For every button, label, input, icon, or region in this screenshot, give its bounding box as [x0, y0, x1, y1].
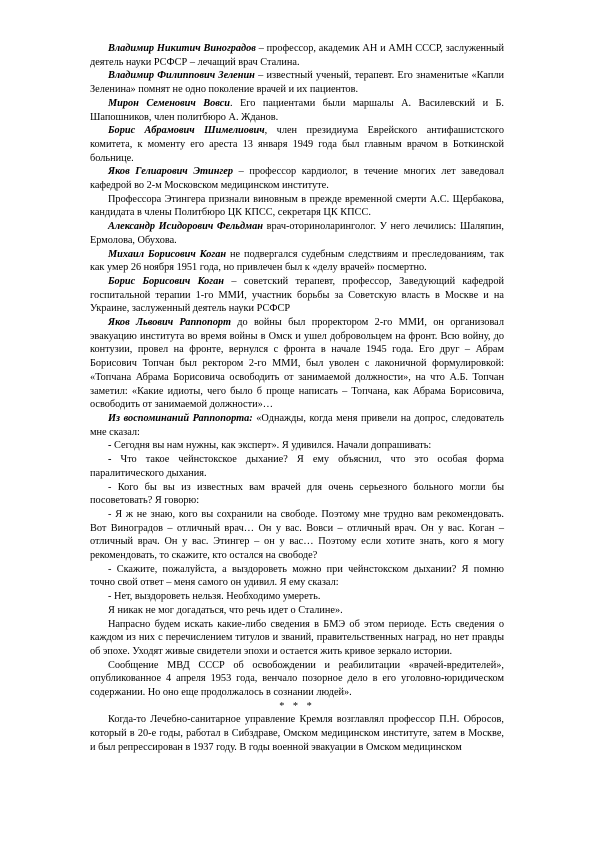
dialogue-line	[90, 481, 504, 508]
paragraph-text: - Я ж не знаю, кого вы сохранили на свободе. Поэтому мне трудно вам рекомендовать. Вот Виноградов – отличный врач… Он у вас. Вовси – отличный врач. Он у вас. Коган – отличный врач. Он у вас. Этингер – он у вас… Поэтому если хотите знать, кого я могу рекомендовать, то скажите, кто остался на свободе?	[90, 508, 504, 562]
paragraph-text: Я никак не мог догадаться, что речь идет о Сталине».	[108, 604, 343, 616]
paragraph-etinger	[90, 165, 504, 192]
person-name: Мирон Семенович Вовси	[108, 97, 230, 109]
document-page	[90, 42, 504, 755]
person-name: Борис Абрамович Шимелиович	[108, 125, 265, 137]
dialogue-line	[90, 604, 504, 618]
person-name: Александр Исидорович Фельдман	[108, 221, 263, 233]
paragraph-text: Напрасно будем искать какие-либо сведения в БМЭ об этом периоде. Есть сведения о каждом из них с перечислением титулов и званий, правительственных наград, но нет правды об эпохе. Уходят живые свидетели эпохи и остается жить кривое зеркало истории.	[90, 618, 504, 657]
paragraph-text: не подвергался судебным следствиям и преследованиям, так как умер 26 ноября 1951 года, но привлечен был к «делу врачей» посмертно.	[90, 248, 504, 274]
dialogue-line	[90, 563, 504, 590]
dialogue-dash: -	[108, 454, 112, 466]
person-name: Яков Львович Раппопорт	[108, 317, 231, 329]
paragraph-mvd-report	[90, 659, 504, 700]
memoir-heading: Из воспоминаний Раппопорта:	[108, 412, 253, 424]
paragraph-shimeliovich	[90, 124, 504, 165]
dialogue-line	[90, 590, 504, 604]
paragraph-text: – профессор кардиолог, в течение многих лет заведовал кафедрой во 2-м Московском медицинском институте.	[90, 166, 504, 192]
paragraph-text: Что такое чейнстокское дыхание? Я ему объяснил, что это особая форма паралитического дыхания.	[90, 454, 504, 479]
paragraph-text: Сообщение МВД СССР об освобождении и реабилитации «врачей-вредителей», опубликованное 4 апреля 1953 года, венчало позорное дело в его уголовно-юридическом содержании. Но оно еще продолжалось в сознании людей».	[90, 659, 504, 699]
paragraph-text: – советский терапевт, профессор, Заведующий кафедрой госпитальной терапии 1-го ММИ, участник борьбы за Советскую власть в Москве и на Украине, заслуженный деятель науки РСФСР	[90, 275, 504, 315]
paragraph-text: Профессора Этингера признали виновным в прежде временной смерти А.С. Щербакова, кандидата в члены Политбюро ЦК КПСС, секретаря ЦК КПСС.	[90, 193, 504, 219]
paragraph-obrosov	[90, 713, 504, 754]
dialogue-dash: -	[108, 440, 112, 452]
paragraph-text: – профессор, академик АН и АМН СССР, заслуженный деятель науки РСФСР – лечащий врач Сталина.	[90, 43, 504, 68]
paragraph-text: Когда-то Лечебно-санитарное управление Кремля возглавлял профессор П.Н. Обросов, который в 20-е годы, работал в Сибздраве, Омском медицинском институте, затем в Москве, и был репрессирован в 1937 году. В годы военной эвакуации в Омском медицинском	[90, 714, 504, 753]
paragraph-text: , член президиума Еврейского антифашистского комитета, к моменту его ареста 13 января 1949 года был главным врачом в Боткинской больнице.	[90, 125, 504, 164]
paragraph-m-kogan	[90, 248, 504, 275]
paragraph-vovsi	[90, 97, 504, 124]
paragraph-text: врач-оториноларинголог. У него лечились: Шаляпин, Ермолова, Обухова.	[90, 221, 504, 246]
person-name: Владимир Филиппович Зеленин	[108, 70, 255, 82]
person-name: Владимир Никитич Виноградов	[108, 43, 256, 54]
paragraph-b-kogan	[90, 275, 504, 316]
paragraph-text: - Нет, выздороветь нельзя. Необходимо умереть.	[108, 591, 321, 603]
paragraph-zelenin	[90, 69, 504, 96]
person-name: Михаил Борисович Коган	[108, 248, 227, 260]
paragraph-text: Сегодня вы нам нужны, как эксперт». Я удивился. Начали допрашивать:	[111, 440, 432, 452]
paragraph-text: – известный ученый, терапевт. Его знаменитые «Капли Зеленина» помнят не одно поколение врачей и их пациентов.	[90, 70, 504, 96]
dialogue-line	[90, 453, 504, 480]
paragraph-etinger-verdict	[90, 193, 504, 220]
paragraph-text: до войны был проректором 2-го ММИ, он организовал эвакуацию института во время войны в Омск и ушел добровольцем на фронт. Всю войну, до контузии, провел на фронте, вернулся с фронта в начале 1945 года. Его друг – Абрам Борисович Топчан был ректором 2-го ММИ, был уволен с лаконичной формулировкой: «Топчана Абрама Борисовича освободить от занимаемой должности», на что А.Б. Топчан заметил: «Какие идиоты, чего было б проще написать – Топчана, как Абрама Борисовича, освободить от занимаемой должности»…	[90, 317, 504, 411]
paragraph-text: - Скажите, пожалуйста, а выздороветь можно при чейнстокском дыхании? Я помню точно свой ответ – меня самого он удивил. Я ему сказал:	[90, 563, 504, 589]
paragraph-text: «Однажды, когда меня привели на допрос, следователь мне сказал:	[90, 412, 504, 438]
paragraph-vinogradov	[90, 42, 504, 69]
dialogue-line	[90, 508, 504, 563]
dialogue-line	[90, 439, 504, 453]
paragraph-memoirs	[90, 412, 504, 439]
paragraph-text: . Его пациентами были маршалы А. Василевский и Б. Шапошников, член политбюро А. Жданов.	[90, 97, 504, 123]
paragraph-feldman	[90, 220, 504, 247]
person-name: Борис Борисович Коган	[108, 275, 224, 287]
section-separator: * * *	[279, 700, 315, 712]
paragraph-bme	[90, 618, 504, 659]
person-name: Яков Гелиарович Этингер	[108, 166, 233, 178]
paragraph-text: - Кого бы вы из известных вам врачей для очень серьезного больного могли бы посоветовать? Я говорю:	[90, 481, 504, 507]
paragraph-rappoport	[90, 316, 504, 412]
